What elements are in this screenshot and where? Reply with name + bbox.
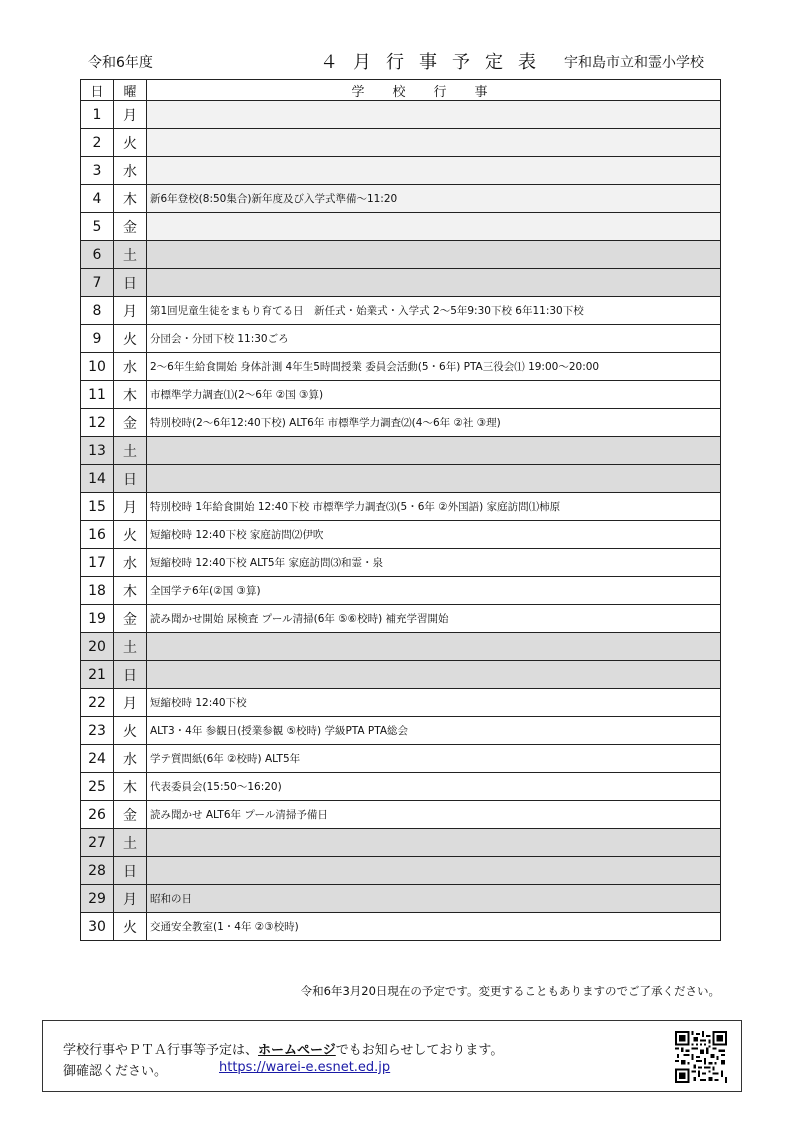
- day-cell: 22: [81, 689, 114, 717]
- header-weekday: 曜: [114, 80, 147, 101]
- day-cell: 7: [81, 269, 114, 297]
- day-cell: 12: [81, 409, 114, 437]
- day-cell: 30: [81, 913, 114, 941]
- event-cell: [147, 101, 721, 129]
- table-row: [81, 661, 721, 689]
- day-cell: 4: [81, 185, 114, 213]
- event-cell: 特別校時 1年給食開始 12:40下校 市標準学力調査⑶(5・6年 ②外国語) 家庭訪問⑴柿原: [147, 493, 721, 521]
- day-cell: 17: [81, 549, 114, 577]
- event-cell: 代表委員会(15:50～16:20): [147, 773, 721, 801]
- table-row: [81, 549, 721, 577]
- table-row: [81, 689, 721, 717]
- table-row: [81, 185, 721, 213]
- day-cell: 9: [81, 325, 114, 353]
- day-cell: 15: [81, 493, 114, 521]
- day-cell: 5: [81, 213, 114, 241]
- day-cell: 18: [81, 577, 114, 605]
- event-cell: 市標準学力調査⑴(2～6年 ②国 ③算): [147, 381, 721, 409]
- table-row: [81, 829, 721, 857]
- day-cell: 19: [81, 605, 114, 633]
- table-row: [81, 745, 721, 773]
- weekday-cell: 土: [114, 241, 147, 269]
- weekday-cell: 水: [114, 549, 147, 577]
- event-cell: [147, 241, 721, 269]
- event-cell: [147, 633, 721, 661]
- weekday-cell: 金: [114, 409, 147, 437]
- weekday-cell: 月: [114, 101, 147, 129]
- header-events: 学校行事: [147, 80, 721, 101]
- table-row: [81, 717, 721, 745]
- event-cell: 学テ質問紙(6年 ②校時) ALT5年: [147, 745, 721, 773]
- event-cell: [147, 213, 721, 241]
- weekday-cell: 火: [114, 325, 147, 353]
- event-cell: 2～6年生給食開始 身体計測 4年生5時間授業 委員会活動(5・6年) PTA三役会⑴ 19:00～20:00: [147, 353, 721, 381]
- event-cell: 短縮校時 12:40下校 家庭訪問⑵伊吹: [147, 521, 721, 549]
- day-cell: 3: [81, 157, 114, 185]
- event-cell: 昭和の日: [147, 885, 721, 913]
- table-row: [81, 241, 721, 269]
- weekday-cell: 日: [114, 269, 147, 297]
- event-cell: [147, 437, 721, 465]
- day-cell: 1: [81, 101, 114, 129]
- school-name: 宇和島市立和霊小学校: [564, 55, 704, 71]
- table-row: [81, 801, 721, 829]
- day-cell: 29: [81, 885, 114, 913]
- table-row: [81, 521, 721, 549]
- event-cell: 新6年登校(8:50集合)新年度及び入学式準備～11:20: [147, 185, 721, 213]
- table-row: [81, 885, 721, 913]
- qr-code-icon: [675, 1031, 727, 1083]
- weekday-cell: 土: [114, 633, 147, 661]
- day-cell: 26: [81, 801, 114, 829]
- table-row: [81, 353, 721, 381]
- weekday-cell: 日: [114, 465, 147, 493]
- day-cell: 11: [81, 381, 114, 409]
- table-row: [81, 577, 721, 605]
- day-cell: 2: [81, 129, 114, 157]
- event-cell: 短縮校時 12:40下校: [147, 689, 721, 717]
- table-row: [81, 913, 721, 941]
- day-cell: 25: [81, 773, 114, 801]
- day-cell: 23: [81, 717, 114, 745]
- event-cell: 短縮校時 12:40下校 ALT5年 家庭訪問⑶和霊・泉: [147, 549, 721, 577]
- day-cell: 13: [81, 437, 114, 465]
- table-row: [81, 269, 721, 297]
- event-cell: 特別校時(2～6年12:40下校) ALT6年 市標準学力調査⑵(4～6年 ②社 ③理): [147, 409, 721, 437]
- weekday-cell: 金: [114, 801, 147, 829]
- weekday-cell: 金: [114, 605, 147, 633]
- info-text-1: 学校行事やＰＴＡ行事等予定は、: [63, 1043, 259, 1058]
- table-row: [81, 381, 721, 409]
- weekday-cell: 金: [114, 213, 147, 241]
- table-row: [81, 857, 721, 885]
- table-row: [81, 157, 721, 185]
- weekday-cell: 土: [114, 437, 147, 465]
- event-cell: 読み聞かせ開始 尿検査 プール清掃(6年 ⑤⑥校時) 補充学習開始: [147, 605, 721, 633]
- table-row: [81, 129, 721, 157]
- day-cell: 8: [81, 297, 114, 325]
- event-cell: [147, 465, 721, 493]
- table-row: [81, 101, 721, 129]
- event-cell: 第1回児童生徒をまもり育てる日 新任式・始業式・入学式 2～5年9:30下校 6年11:30下校: [147, 297, 721, 325]
- info-text-3: 御確認ください。: [63, 1064, 168, 1079]
- event-cell: [147, 661, 721, 689]
- table-header-row: [81, 80, 721, 101]
- weekday-cell: 木: [114, 773, 147, 801]
- day-cell: 27: [81, 829, 114, 857]
- event-cell: [147, 129, 721, 157]
- weekday-cell: 月: [114, 493, 147, 521]
- weekday-cell: 火: [114, 521, 147, 549]
- event-cell: [147, 857, 721, 885]
- event-cell: 読み聞かせ ALT6年 プール清掃予備日: [147, 801, 721, 829]
- table-row: [81, 437, 721, 465]
- event-cell: [147, 157, 721, 185]
- table-row: [81, 493, 721, 521]
- table-row: [81, 605, 721, 633]
- day-cell: 14: [81, 465, 114, 493]
- info-text-2: でもお知らせしております。: [335, 1043, 504, 1058]
- table-row: [81, 633, 721, 661]
- table-row: [81, 465, 721, 493]
- table-row: [81, 325, 721, 353]
- info-line-2: [63, 1060, 391, 1079]
- weekday-cell: 月: [114, 689, 147, 717]
- day-cell: 24: [81, 745, 114, 773]
- weekday-cell: 月: [114, 297, 147, 325]
- header-day: 日: [81, 80, 114, 101]
- page-title: ４月行事予定表: [320, 52, 551, 73]
- fiscal-year-label: 令和6年度: [88, 55, 153, 71]
- weekday-cell: 土: [114, 829, 147, 857]
- homepage-link[interactable]: ホームページ: [258, 1043, 336, 1058]
- event-cell: [147, 269, 721, 297]
- table-row: [81, 409, 721, 437]
- event-cell: [147, 829, 721, 857]
- event-cell: ALT3・4年 参観日(授業参観 ⑤校時) 学級PTA PTA総会: [147, 717, 721, 745]
- day-cell: 21: [81, 661, 114, 689]
- weekday-cell: 木: [114, 381, 147, 409]
- weekday-cell: 木: [114, 185, 147, 213]
- day-cell: 10: [81, 353, 114, 381]
- table-row: [81, 297, 721, 325]
- day-cell: 16: [81, 521, 114, 549]
- day-cell: 6: [81, 241, 114, 269]
- page-header: [80, 48, 720, 76]
- table-row: [81, 213, 721, 241]
- day-cell: 20: [81, 633, 114, 661]
- weekday-cell: 水: [114, 157, 147, 185]
- weekday-cell: 水: [114, 745, 147, 773]
- weekday-cell: 月: [114, 885, 147, 913]
- weekday-cell: 日: [114, 661, 147, 689]
- weekday-cell: 日: [114, 857, 147, 885]
- weekday-cell: 火: [114, 129, 147, 157]
- event-cell: 分団会・分団下校 11:30ごろ: [147, 325, 721, 353]
- schedule-body: [81, 101, 721, 941]
- weekday-cell: 水: [114, 353, 147, 381]
- schedule-note: 令和6年3月20日現在の予定です。変更することもありますのでご了承ください。: [300, 984, 720, 998]
- table-row: [81, 773, 721, 801]
- day-cell: 28: [81, 857, 114, 885]
- weekday-cell: 木: [114, 577, 147, 605]
- weekday-cell: 火: [114, 913, 147, 941]
- website-url-link[interactable]: https://warei-e.esnet.ed.jp: [219, 1060, 391, 1075]
- event-cell: 全国学テ6年(②国 ③算): [147, 577, 721, 605]
- weekday-cell: 火: [114, 717, 147, 745]
- info-box: [42, 1020, 742, 1092]
- schedule-table: [80, 79, 721, 941]
- info-line-1: [63, 1039, 503, 1058]
- event-cell: 交通安全教室(1・4年 ②③校時): [147, 913, 721, 941]
